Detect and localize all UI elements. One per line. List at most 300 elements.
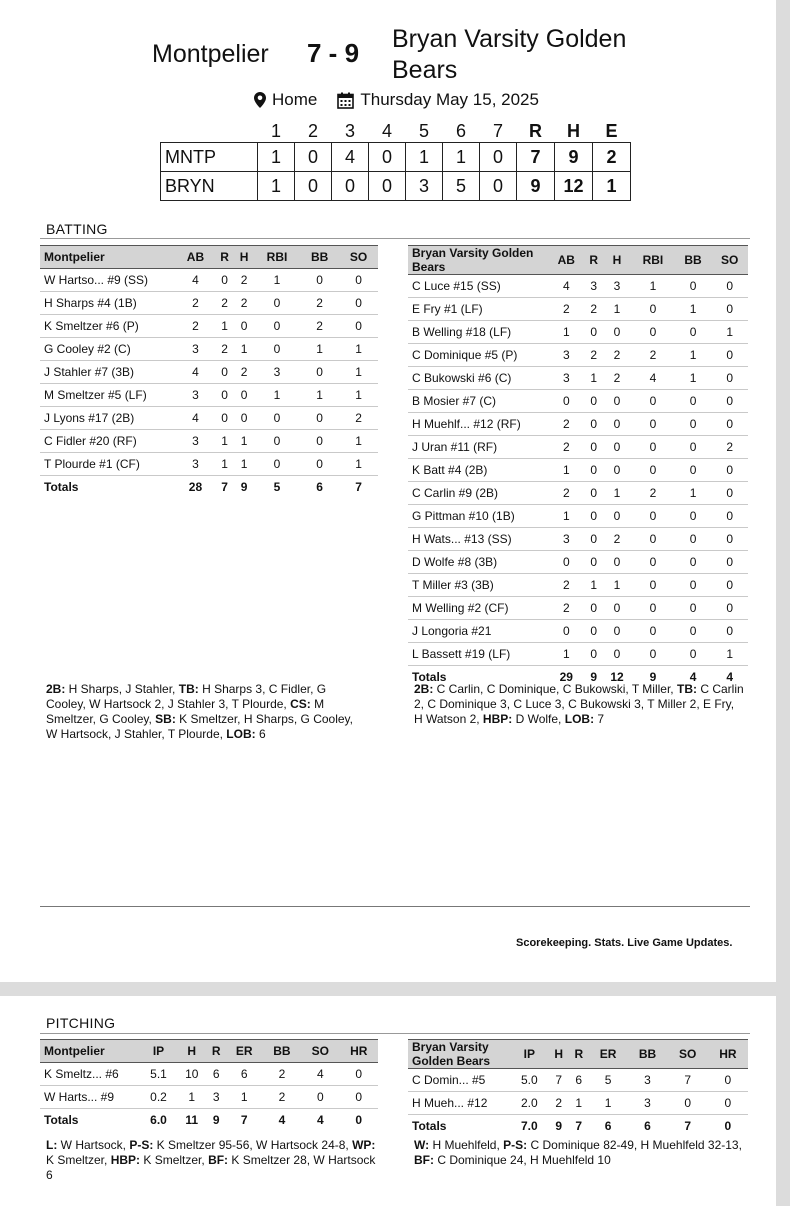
stat-cell: 0 <box>711 597 748 620</box>
box-header-cell: H <box>603 246 631 275</box>
stat-cell: 1 <box>675 482 712 505</box>
stat-cell: 0 <box>340 1063 378 1086</box>
note-label: WP: <box>352 1138 376 1152</box>
stat-cell: 1 <box>300 338 339 361</box>
note-label: CS: <box>290 697 311 711</box>
stat-cell: 0 <box>254 453 300 476</box>
stat-cell: 2 <box>300 292 339 315</box>
stat-cell: 2 <box>631 344 675 367</box>
stat-cell: 3 <box>176 384 215 407</box>
away-batting-table <box>40 245 378 498</box>
stat-cell: 1 <box>548 643 585 666</box>
stat-cell: 2 <box>585 298 603 321</box>
linescore-cell: 1 <box>258 172 295 201</box>
stat-cell: 0 <box>631 390 675 413</box>
player-row <box>408 390 748 413</box>
stat-cell: 2 <box>215 292 234 315</box>
player-name: T Plourde #1 (CF) <box>40 453 176 476</box>
linescore-cell: 5 <box>443 172 480 201</box>
note-text: H Sharps, J Stahler, <box>65 682 179 696</box>
box-header-cell: RBI <box>254 246 300 269</box>
stat-cell: 1 <box>603 574 631 597</box>
stat-cell: 4 <box>176 269 215 292</box>
stat-cell: 2 <box>176 292 215 315</box>
stat-cell: 1 <box>569 1092 589 1115</box>
player-row <box>40 407 378 430</box>
stat-cell: 0 <box>585 643 603 666</box>
stat-cell: 0 <box>631 436 675 459</box>
box-header-cell: SO <box>668 1040 708 1069</box>
stat-cell: 3 <box>627 1092 667 1115</box>
player-name: J Longoria #21 <box>408 620 548 643</box>
stat-cell: 0 <box>675 436 712 459</box>
stat-cell: 0 <box>675 620 712 643</box>
linescore-header-blank <box>161 120 258 143</box>
totals-cell: 12 <box>603 666 631 689</box>
stat-cell: 0 <box>234 407 253 430</box>
linescore-cell: 7 <box>517 143 555 172</box>
stat-cell: 1 <box>603 482 631 505</box>
player-row <box>408 597 748 620</box>
box-header-cell: BB <box>627 1040 667 1069</box>
note-text: K Smeltzer, <box>140 1153 209 1167</box>
player-row <box>408 1069 748 1092</box>
stat-cell: 0 <box>675 390 712 413</box>
stat-cell: 0 <box>711 505 748 528</box>
stat-cell: 0 <box>631 459 675 482</box>
stat-cell: 3 <box>548 528 585 551</box>
stat-cell: 0 <box>631 298 675 321</box>
stat-cell: 0 <box>675 413 712 436</box>
player-name: H Mueh... #12 <box>408 1092 510 1115</box>
stat-cell: 0 <box>215 407 234 430</box>
stat-cell: 0 <box>339 315 378 338</box>
linescore-header-cell: 2 <box>307 120 318 141</box>
stat-cell: 3 <box>585 275 603 298</box>
player-name: B Mosier #7 (C) <box>408 390 548 413</box>
stat-cell: 1 <box>631 275 675 298</box>
stat-cell: 0.2 <box>140 1086 177 1109</box>
stat-cell: 0 <box>585 459 603 482</box>
player-row <box>40 338 378 361</box>
stat-cell: 0 <box>603 459 631 482</box>
linescore-cell: 1 <box>258 143 295 172</box>
stat-cell: 0 <box>603 413 631 436</box>
note-text: W Hartsock, <box>57 1138 130 1152</box>
stat-cell: 2 <box>548 298 585 321</box>
stat-cell: 1 <box>603 298 631 321</box>
linescore-cell: 4 <box>332 143 369 172</box>
player-row <box>40 1086 378 1109</box>
player-row <box>408 1092 748 1115</box>
player-name: C Fidler #20 (RF) <box>40 430 176 453</box>
linescore-team: MNTP <box>161 143 258 172</box>
box-header-cell: AB <box>548 246 585 275</box>
totals-cell: 4 <box>263 1109 301 1132</box>
note-label: SB: <box>155 712 176 726</box>
stat-cell: 0 <box>631 321 675 344</box>
home-pitching-notes <box>414 1138 746 1168</box>
player-row <box>408 505 748 528</box>
note-text: C Dominique 82-49, H Muehlfeld 32-13, <box>527 1138 742 1152</box>
stat-cell: 6 <box>226 1063 263 1086</box>
stat-cell: 0 <box>631 620 675 643</box>
totals-cell: 29 <box>548 666 585 689</box>
totals-cell: 6 <box>300 476 339 499</box>
note-label: L: <box>46 1138 58 1152</box>
stat-cell: 0 <box>711 574 748 597</box>
stat-cell: 0 <box>711 413 748 436</box>
box-header-cell: H <box>177 1040 207 1063</box>
player-row <box>408 344 748 367</box>
player-row <box>408 459 748 482</box>
player-row <box>408 574 748 597</box>
stat-cell: 0 <box>254 315 300 338</box>
stat-cell: 2 <box>300 315 339 338</box>
stat-cell: 3 <box>254 361 300 384</box>
box-header-team: Bryan Varsity Golden Bears <box>408 246 548 275</box>
player-name: C Luce #15 (SS) <box>408 275 548 298</box>
box-header-cell: H <box>234 246 253 269</box>
note-text: 7 <box>594 712 605 726</box>
player-row <box>408 275 748 298</box>
box-header-cell: BB <box>300 246 339 269</box>
note-text: C Carlin 2, C Dominique 3, C Luce 3, C Bukowski 3, T Miller 2, E Fry, H Watson 2, <box>414 682 744 726</box>
stat-cell: 0 <box>603 321 631 344</box>
stat-cell: 0 <box>300 453 339 476</box>
player-name: J Lyons #17 (2B) <box>40 407 176 430</box>
stat-cell: 0 <box>548 390 585 413</box>
note-label: P-S: <box>129 1138 154 1152</box>
totals-label: Totals <box>408 666 548 689</box>
player-name: H Wats... #13 (SS) <box>408 528 548 551</box>
stat-cell: 3 <box>548 344 585 367</box>
box-header-cell: BB <box>675 246 712 275</box>
pitching-divider <box>40 1033 750 1034</box>
game-meta <box>254 90 539 110</box>
stat-cell: 0 <box>603 436 631 459</box>
stat-cell: 0 <box>675 321 712 344</box>
player-row <box>408 367 748 390</box>
stat-cell: 0 <box>675 275 712 298</box>
linescore-cell: 1 <box>406 143 443 172</box>
totals-cell: 4 <box>675 666 712 689</box>
player-name: K Smeltzer #6 (P) <box>40 315 176 338</box>
totals-cell: 6.0 <box>140 1109 177 1132</box>
stat-cell: 0 <box>711 551 748 574</box>
stat-cell: 5.1 <box>140 1063 177 1086</box>
stat-cell: 0 <box>603 390 631 413</box>
stat-cell: 4 <box>631 367 675 390</box>
linescore-cell: 0 <box>295 143 332 172</box>
stat-cell: 4 <box>548 275 585 298</box>
box-header-row <box>40 1040 378 1063</box>
stat-cell: 1 <box>339 453 378 476</box>
totals-cell: 7 <box>668 1115 708 1138</box>
stat-cell: 0 <box>711 275 748 298</box>
stat-cell: 1 <box>254 384 300 407</box>
box-header-cell: R <box>215 246 234 269</box>
note-label: W: <box>414 1138 430 1152</box>
away-pitching-table <box>40 1039 378 1131</box>
stat-cell: 2 <box>548 574 585 597</box>
stat-cell: 1 <box>711 643 748 666</box>
stat-cell: 0 <box>585 436 603 459</box>
batting-section-title: BATTING <box>46 221 108 237</box>
away-team-name: Montpelier <box>152 40 269 68</box>
totals-label: Totals <box>408 1115 510 1138</box>
stat-cell: 0 <box>711 459 748 482</box>
stat-cell: 2 <box>548 597 585 620</box>
stat-cell: 1 <box>215 315 234 338</box>
box-header-cell: ER <box>589 1040 628 1069</box>
linescore-cell: 0 <box>295 172 332 201</box>
stat-cell: 0 <box>668 1092 708 1115</box>
stat-cell: 0 <box>585 505 603 528</box>
totals-cell: 6 <box>627 1115 667 1138</box>
totals-cell: 9 <box>585 666 603 689</box>
stat-cell: 3 <box>176 453 215 476</box>
linescore-header-cell: 4 <box>381 120 392 141</box>
stat-cell: 0 <box>711 298 748 321</box>
player-row <box>40 315 378 338</box>
stat-cell: 1 <box>675 344 712 367</box>
stat-cell: 2 <box>339 407 378 430</box>
home-batting-table <box>408 245 748 688</box>
linescore-cell: 0 <box>332 172 369 201</box>
stat-cell: 0 <box>585 413 603 436</box>
stat-cell: 1 <box>339 430 378 453</box>
note-label: HBP: <box>110 1153 141 1167</box>
linescore-cell: 2 <box>593 143 631 172</box>
stat-cell: 1 <box>585 367 603 390</box>
stat-cell: 3 <box>548 367 585 390</box>
totals-cell: 4 <box>301 1109 339 1132</box>
stat-cell: 1 <box>675 298 712 321</box>
player-row <box>408 620 748 643</box>
linescore-header-cell: R <box>529 120 542 141</box>
stat-cell: 6 <box>207 1063 226 1086</box>
note-label: LOB: <box>564 712 595 726</box>
linescore-header-cell: 6 <box>455 120 466 141</box>
player-name: J Stahler #7 (3B) <box>40 361 176 384</box>
note-label: BF: <box>208 1153 229 1167</box>
player-row <box>408 413 748 436</box>
box-header-cell: R <box>569 1040 589 1069</box>
stat-cell: 2 <box>234 269 253 292</box>
stat-cell: 0 <box>254 292 300 315</box>
box-header-team: Bryan Varsity Golden Bears <box>408 1040 510 1069</box>
stat-cell: 10 <box>177 1063 207 1086</box>
stat-cell: 1 <box>234 430 253 453</box>
linescore-header-cell: 3 <box>344 120 355 141</box>
stat-cell: 0 <box>631 574 675 597</box>
note-text: K Smeltzer, <box>46 1153 111 1167</box>
stat-cell: 2 <box>234 361 253 384</box>
stat-cell: 0 <box>603 505 631 528</box>
box-header-cell: AB <box>176 246 215 269</box>
totals-cell: 9 <box>631 666 675 689</box>
totals-cell: 6 <box>589 1115 628 1138</box>
player-row <box>408 528 748 551</box>
stat-cell: 6 <box>569 1069 589 1092</box>
stat-cell: 0 <box>675 459 712 482</box>
totals-cell: 7 <box>339 476 378 499</box>
note-text: M Smeltzer, G Cooley, <box>46 697 325 726</box>
player-row <box>408 436 748 459</box>
totals-row <box>40 476 378 499</box>
stat-cell: 1 <box>339 384 378 407</box>
stat-cell: 1 <box>339 338 378 361</box>
player-row <box>408 551 748 574</box>
player-row <box>408 643 748 666</box>
stat-cell: 0 <box>254 407 300 430</box>
stat-cell: 1 <box>585 574 603 597</box>
box-header-cell: HR <box>340 1040 378 1063</box>
home-pitching-table <box>408 1039 748 1137</box>
stat-cell: 0 <box>675 528 712 551</box>
player-name: C Bukowski #6 (C) <box>408 367 548 390</box>
stat-cell: 0 <box>603 643 631 666</box>
stat-cell: 0 <box>300 361 339 384</box>
stat-cell: 0 <box>631 643 675 666</box>
box-header-cell: RBI <box>631 246 675 275</box>
player-name: C Dominique #5 (P) <box>408 344 548 367</box>
stat-cell: 0 <box>585 321 603 344</box>
linescore-header-cell: 7 <box>492 120 503 141</box>
stat-cell: 5.0 <box>510 1069 549 1092</box>
stat-cell: 0 <box>675 643 712 666</box>
stat-cell: 2 <box>548 413 585 436</box>
stat-cell: 0 <box>631 551 675 574</box>
totals-cell: 7 <box>226 1109 263 1132</box>
player-row <box>408 482 748 505</box>
totals-cell: 5 <box>254 476 300 499</box>
player-row <box>40 269 378 292</box>
note-label: HBP: <box>482 712 513 726</box>
stat-cell: 2 <box>631 482 675 505</box>
stat-cell: 0 <box>585 551 603 574</box>
stat-cell: 0 <box>603 551 631 574</box>
player-name: J Uran #11 (RF) <box>408 436 548 459</box>
player-row <box>408 298 748 321</box>
totals-cell: 9 <box>234 476 253 499</box>
note-label: P-S: <box>503 1138 528 1152</box>
player-name: C Domin... #5 <box>408 1069 510 1092</box>
box-header-cell: H <box>549 1040 569 1069</box>
boxscore-page-2 <box>0 996 776 1206</box>
linescore-header-cell: E <box>605 120 618 141</box>
stat-cell: 4 <box>301 1063 339 1086</box>
stat-cell: 1 <box>675 367 712 390</box>
stat-cell: 0 <box>234 384 253 407</box>
totals-cell: 28 <box>176 476 215 499</box>
stat-cell: 2 <box>215 338 234 361</box>
stat-cell: 0 <box>603 597 631 620</box>
stat-cell: 1 <box>548 321 585 344</box>
linescore-cell: 9 <box>555 143 593 172</box>
player-name: G Cooley #2 (C) <box>40 338 176 361</box>
player-name: H Muehlf... #12 (RF) <box>408 413 548 436</box>
player-name: E Fry #1 (LF) <box>408 298 548 321</box>
note-label: TB: <box>676 682 697 696</box>
stat-cell: 2 <box>711 436 748 459</box>
totals-row <box>40 1109 378 1132</box>
stat-cell: 0 <box>708 1069 748 1092</box>
stat-cell: 0 <box>300 407 339 430</box>
stat-cell: 0 <box>585 597 603 620</box>
stat-cell: 2 <box>585 344 603 367</box>
stat-cell: 0 <box>603 620 631 643</box>
stat-cell: 0 <box>711 482 748 505</box>
stat-cell: 3 <box>207 1086 226 1109</box>
player-row <box>408 321 748 344</box>
final-score: 7 - 9 <box>307 38 360 68</box>
linescore-cell: 9 <box>517 172 555 201</box>
totals-cell: 7 <box>569 1115 589 1138</box>
stat-cell: 1 <box>215 430 234 453</box>
stat-cell: 3 <box>176 430 215 453</box>
stat-cell: 0 <box>215 269 234 292</box>
totals-cell: 11 <box>177 1109 207 1132</box>
linescore-cell: 12 <box>555 172 593 201</box>
location-pin-icon <box>254 92 266 108</box>
totals-cell: 7.0 <box>510 1115 549 1138</box>
box-header-team: Montpelier <box>40 246 176 269</box>
stat-cell: 7 <box>668 1069 708 1092</box>
player-name: G Pittman #10 (1B) <box>408 505 548 528</box>
stat-cell: 1 <box>548 505 585 528</box>
linescore-cell: 0 <box>369 143 406 172</box>
note-text: K Smeltzer, H Sharps, G Cooley, W Hartsock, J Stahler, T Plourde, <box>46 712 354 741</box>
stat-cell: 0 <box>631 597 675 620</box>
stat-cell: 0 <box>675 574 712 597</box>
linescore-team: BRYN <box>161 172 258 201</box>
totals-cell: 4 <box>711 666 748 689</box>
box-header-cell: BB <box>263 1040 301 1063</box>
game-location: Home <box>272 90 318 109</box>
box-header-cell: IP <box>510 1040 549 1069</box>
stat-cell: 0 <box>708 1092 748 1115</box>
stat-cell: 1 <box>215 453 234 476</box>
home-batting-notes <box>414 682 746 727</box>
player-name: M Welling #2 (CF) <box>408 597 548 620</box>
totals-cell: 7 <box>215 476 234 499</box>
stat-cell: 1 <box>548 459 585 482</box>
stat-cell: 1 <box>234 453 253 476</box>
totals-label: Totals <box>40 1109 140 1132</box>
linescore-row <box>161 143 631 172</box>
stat-cell: 3 <box>627 1069 667 1092</box>
player-row <box>40 430 378 453</box>
away-pitching-notes <box>46 1138 380 1183</box>
note-text: C Carlin, C Dominique, C Bukowski, T Miller, <box>433 682 677 696</box>
player-name: W Harts... #9 <box>40 1086 140 1109</box>
stat-cell: 0 <box>301 1086 339 1109</box>
stat-cell: 4 <box>176 361 215 384</box>
box-header-row <box>40 246 378 269</box>
away-batting-notes <box>46 682 366 742</box>
stat-cell: 2.0 <box>510 1092 549 1115</box>
stat-cell: 0 <box>585 620 603 643</box>
linescore-header-cell: 5 <box>418 120 429 141</box>
player-row <box>40 453 378 476</box>
stat-cell: 1 <box>254 269 300 292</box>
note-text: K Smeltzer 28, W Hartsock 6 <box>46 1153 376 1182</box>
stat-cell: 2 <box>548 436 585 459</box>
stat-cell: 2 <box>263 1086 301 1109</box>
player-name: B Welling #18 (LF) <box>408 321 548 344</box>
